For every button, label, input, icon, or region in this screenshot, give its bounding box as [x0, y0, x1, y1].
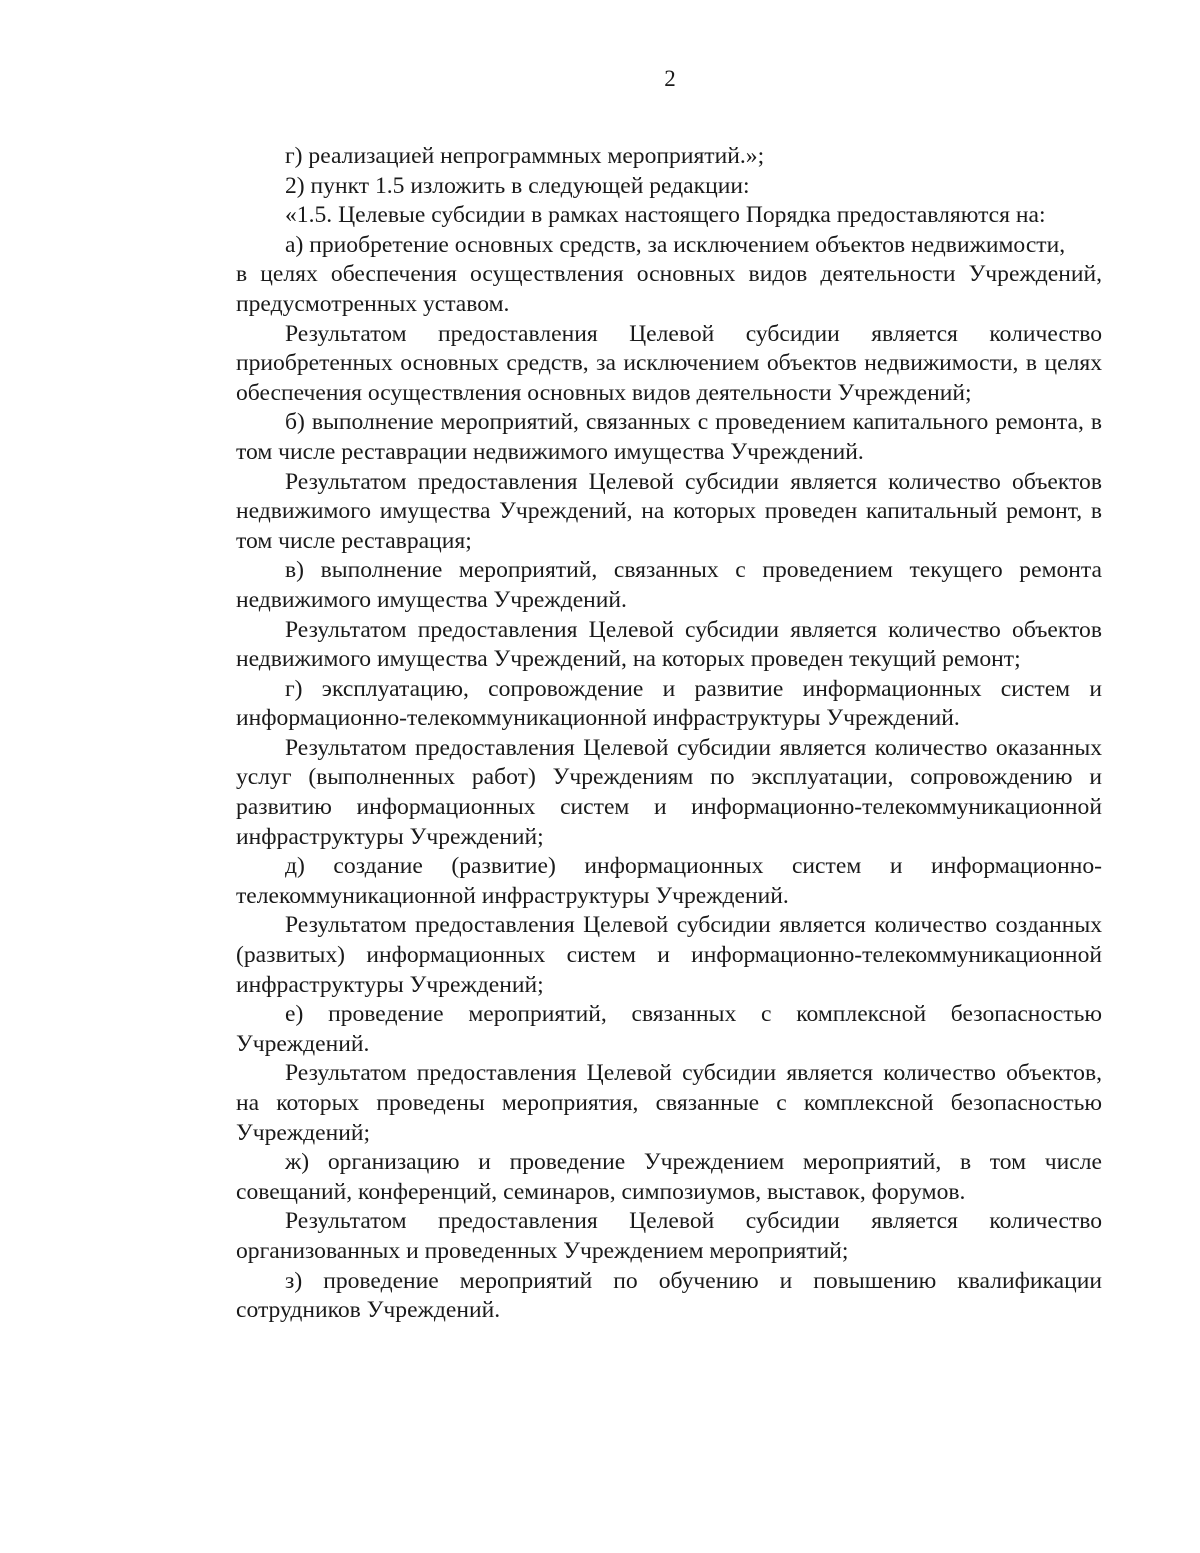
paragraph-result-a: Результатом предоставления Целевой субсидии является количество приобретенных основных средств, за исключением объектов недвижимости, в целях обеспечения осуществления основных видов деятельности Учреждений; — [236, 320, 1102, 406]
paragraph-item-a-continuation: в целях обеспечения осуществления основных видов деятельности Учреждений, предусмотренных уставом. — [236, 261, 1102, 317]
paragraph-result-e: Результатом предоставления Целевой субсидии является количество объектов, на которых проведены мероприятия, связанные с комплексной безопасностью Учреждений; — [236, 1060, 1102, 1146]
paragraph-clause-1-5: «1.5. Целевые субсидии в рамках настоящего Порядка предоставляются на: — [285, 202, 1046, 229]
paragraph-item-g: г) эксплуатацию, сопровождение и развитие информационных систем и информационно-телекоммуникационной инфраструктуры Учреждений. — [236, 675, 1102, 732]
paragraph-item-a: а) приобретение основных средств, за исключением объектов недвижимости, — [285, 231, 1066, 258]
paragraph-item-d: д) создание (развитие) информационных систем и информационно-телекоммуникационной инфраструктуры Учреждений. — [236, 853, 1102, 909]
paragraph-result-d: Результатом предоставления Целевой субсидии является количество созданных (развитых) информационных систем и информационно-телекоммуникационной инфраструктуры Учреждений; — [236, 912, 1102, 998]
paragraph-point-2: 2) пункт 1.5 изложить в следующей редакции: — [285, 172, 750, 199]
paragraph-item-g-nonprogram: г) реализацией непрограммных мероприятий.»; — [285, 143, 765, 169]
paragraph-result-g: Результатом предоставления Целевой субсидии является количество оказанных услуг (выполненных работ) Учреждениям по эксплуатации, сопровождению и развитию информационных систем и информационно-телекоммуникационной инфраструктуры Учреждений; — [236, 734, 1102, 850]
paragraph-item-e: е) проведение мероприятий, связанных с комплексной безопасностью Учреждений. — [236, 1001, 1102, 1057]
paragraph-result-zh: Результатом предоставления Целевой субсидии является количество организованных и проведенных Учреждением мероприятий; — [236, 1208, 1102, 1264]
paragraph-item-zh: ж) организацию и проведение Учреждением мероприятий, в том числе совещаний, конференций, семинаров, симпозиумов, выставок, форумов. — [236, 1149, 1102, 1205]
paragraph-item-b: б) выполнение мероприятий, связанных с проведением капитального ремонта, в том числе реставрации недвижимого имущества Учреждений. — [236, 409, 1102, 465]
paragraph-item-v: в) выполнение мероприятий, связанных с проведением текущего ремонта недвижимого имущества Учреждений. — [236, 557, 1102, 613]
paragraph-result-b: Результатом предоставления Целевой субсидии является количество объектов недвижимого имущества Учреждений, на которых проведен капитальный ремонт, в том числе реставрация; — [236, 468, 1102, 554]
page-number: 2 — [664, 66, 676, 91]
paragraph-item-z: з) проведение мероприятий по обучению и повышению квалификации сотрудников Учреждений. — [236, 1267, 1102, 1324]
paragraph-result-v: Результатом предоставления Целевой субсидии является количество объектов недвижимого имущества Учреждений, на которых проведен текущий ремонт; — [236, 616, 1102, 673]
document-body — [236, 142, 1102, 1326]
